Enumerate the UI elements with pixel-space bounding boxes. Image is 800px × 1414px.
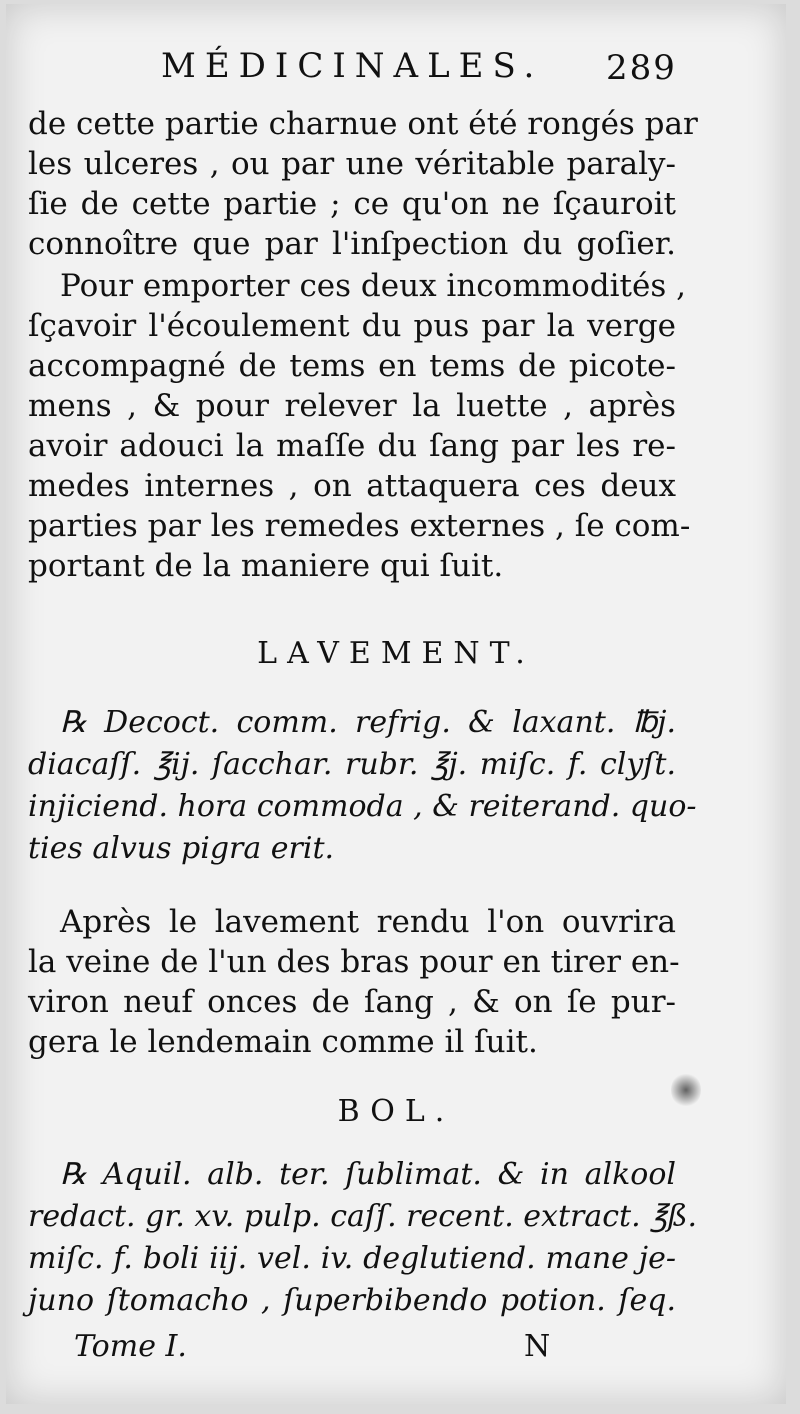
volume-label: Tome I. (74, 1329, 187, 1364)
recipe-line: injiciend. hora commoda , & reiterand. quo- (28, 789, 697, 824)
text-line: parties par les remedes externes , ſe com- (28, 508, 691, 544)
heading-bol: BOL. (337, 1094, 455, 1129)
heading-lavement: LAVEMENT. (257, 636, 535, 671)
paragraph-2 (28, 266, 691, 586)
page-number: 289 (606, 48, 677, 88)
text-line: avoir adouci la maſſe du ſang par les re- (28, 428, 676, 464)
recipe-line: miſc. f. boli iij. vel. iv. deglutiend. mane je- (28, 1241, 676, 1276)
recipe-line: juno ſtomacho , ſuperbibendo potion. ſeq. (28, 1283, 676, 1318)
page-footer (6, 1329, 786, 1379)
text-line: viron neuf onces de ſang , & on ſe pur- (28, 984, 676, 1020)
recipe-bol (28, 1154, 698, 1322)
text-line: la veine de l'un des bras pour en tirer en- (28, 944, 680, 980)
recipe-line: ties alvus pigra erit. (28, 831, 335, 866)
running-title: MÉDICINALES. (161, 46, 544, 86)
recipe-lavement (28, 702, 697, 870)
paragraph-3 (28, 902, 680, 1062)
text-line: accompagné de tems en tems de picote- (28, 348, 676, 384)
book-page (6, 4, 786, 1404)
signature-mark: N (524, 1329, 551, 1364)
text-line: gera le lendemain comme il ſuit. (28, 1024, 538, 1060)
recipe-line: ℞ Aquil. alb. ter. ſublimat. & in alkool (60, 1157, 676, 1192)
recipe-line: redact. gr. xv. pulp. caſſ. recent. extract. ℥ß. (28, 1199, 698, 1234)
text-line: Pour emporter ces deux incommodités , (60, 268, 686, 304)
text-line: les ulceres , ou par une véritable paraly- (28, 146, 676, 182)
text-line: de cette partie charnue ont été rongés par (28, 106, 698, 142)
paragraph-1 (28, 104, 698, 264)
text-line: ſie de cette partie ; ce qu'on ne ſçauroit (28, 186, 676, 222)
text-line: connoître que par l'inſpection du goſier. (28, 226, 676, 262)
text-line: portant de la maniere qui ſuit. (28, 548, 504, 584)
text-line: mens , & pour relever la luette , après (28, 388, 676, 424)
text-line: ſçavoir l'écoulement du pus par la verge (28, 308, 676, 344)
text-line: Après le lavement rendu l'on ouvrira (60, 904, 676, 940)
text-line: medes internes , on attaquera ces deux (28, 468, 676, 504)
page-header (6, 46, 786, 96)
recipe-line: diacaſſ. ℥ij. ſacchar. rubr. ℥j. miſc. f. clyſt. (28, 747, 676, 782)
recipe-line: ℞ Decoct. comm. refrig. & laxant. ℔j. (60, 705, 676, 740)
